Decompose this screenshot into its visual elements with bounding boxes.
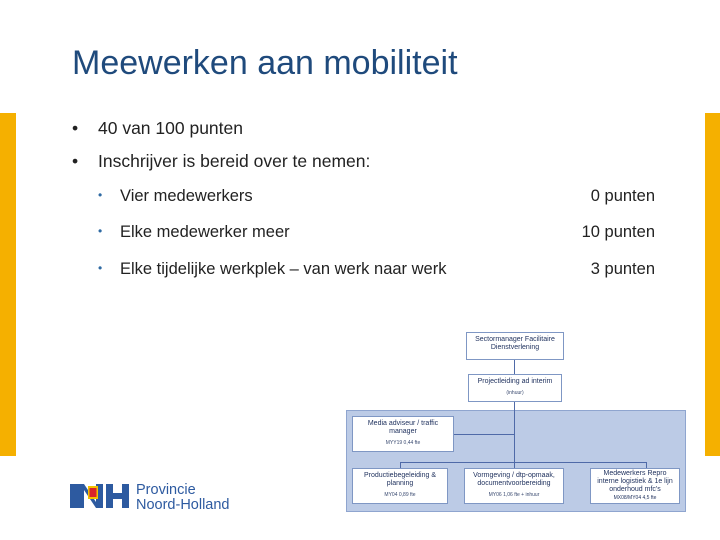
org-box-line: Productiebegeleiding & (364, 472, 436, 479)
sub-bullet-item (98, 223, 290, 242)
logo-text: Noord-Holland (136, 497, 230, 513)
org-connector (514, 360, 515, 374)
org-box-line: planning (386, 480, 414, 487)
org-connector (514, 402, 515, 462)
org-box-line: Media adviseur / traffic (367, 420, 439, 427)
org-box-note: MY06 1,06 fte + inhuur (488, 492, 540, 498)
bullet-item (72, 118, 243, 139)
org-box-production (352, 468, 448, 504)
org-box-note: MYY19 0,44 fte (385, 440, 421, 446)
org-box-media (352, 416, 454, 452)
org-chart (346, 330, 686, 512)
sub-bullet-text: Vier medewerkers (120, 187, 253, 205)
org-box-design (464, 468, 564, 504)
bullet-item (72, 151, 370, 172)
sub-bullet-text: Elke tijdelijke werkplek – van werk naar werk (120, 260, 447, 278)
points-value: 3 punten (590, 260, 655, 278)
org-box-line: interne logistiek & 1e lijn (597, 478, 673, 485)
points-value: 0 punten (590, 187, 655, 205)
org-box-line: Vormgeving / dtp-opmaak, (473, 472, 555, 479)
nh-logo-icon (70, 480, 132, 512)
provincie-noord-holland-logo (70, 478, 240, 514)
org-box-note: (inhuur) (506, 390, 524, 396)
org-box-line: manager (389, 428, 417, 435)
logo-text: Provincie (136, 482, 196, 498)
sub-bullet-marker: • (98, 261, 103, 275)
sub-bullet-marker: • (98, 188, 103, 202)
org-box-line: Projectleiding ad interim (477, 378, 553, 385)
org-box-line: documentvoorbereiding (477, 480, 551, 487)
org-box-line: Medewerkers Repro (603, 470, 667, 477)
org-connector (454, 434, 514, 435)
org-box-line: Dienstverlening (490, 344, 540, 351)
slide-title: Meewerken aan mobiliteit (72, 44, 458, 82)
bullet-marker: • (72, 151, 79, 171)
bullet-text: Inschrijver is bereid over te nemen: (98, 151, 371, 171)
org-box-note: MY04 0,89 fte (384, 492, 416, 498)
sub-bullet-item (98, 260, 446, 279)
sub-bullet-marker: • (98, 224, 103, 238)
bullet-marker: • (72, 118, 79, 138)
org-box-note: MX08/MY04 4,5 fte (613, 495, 657, 501)
org-box-line: onderhoud mfc's (609, 486, 661, 493)
org-box-projectleiding (468, 374, 562, 402)
sub-bullet-text: Elke medewerker meer (120, 223, 290, 241)
accent-bar-left (0, 113, 16, 456)
org-box-sectormanager (466, 332, 564, 360)
sub-bullet-item (98, 187, 253, 206)
points-value: 10 punten (581, 223, 655, 241)
org-connector (400, 462, 646, 463)
accent-bar-right (705, 113, 720, 456)
org-box-line: Sectormanager Facilitaire (475, 336, 555, 343)
bullet-text: 40 van 100 punten (98, 118, 243, 138)
org-box-repro (590, 468, 680, 504)
